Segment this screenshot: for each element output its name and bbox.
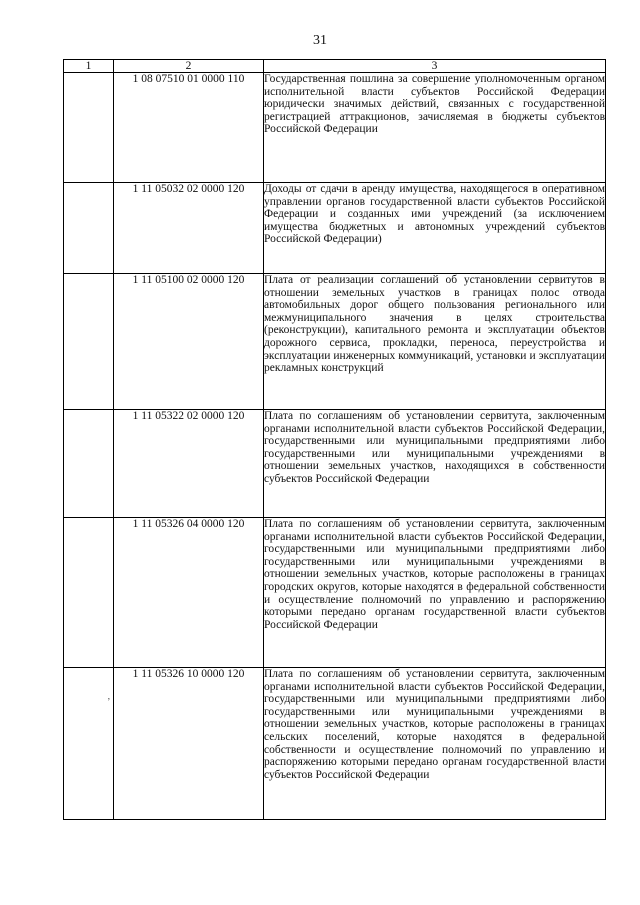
row-number-cell (64, 668, 114, 820)
budget-code-cell: 1 11 05326 04 0000 120 (114, 518, 264, 668)
table-row (64, 73, 606, 183)
row-number-cell (64, 183, 114, 274)
budget-code-cell: 1 11 05032 02 0000 120 (114, 183, 264, 274)
column-header-2: 2 (114, 60, 264, 73)
column-header-3: 3 (264, 60, 606, 73)
row-number-cell (64, 73, 114, 183)
description-cell: Плата по соглашениям об установлении сервитута, заключенным органами исполнительной власти субъектов Российской Федерации, государственными или муниципальными предприятиями либо государственными или муниципальными учреждениями в отношении земельных участков, которые расположены в границах городских округов, которые находятся в федеральной собственности и осуществление полномочий по управлению и распоряжению которыми передано органам государственной власти субъектов Российской Федерации (264, 518, 606, 668)
budget-code-cell: 1 08 07510 01 0000 110 (114, 73, 264, 183)
description-cell: Плата по соглашениям об установлении сервитута, заключенным органами исполнительной власти субъектов Российской Федерации, государственными или муниципальными предприятиями либо государственными или муниципальными учреждениями в отношении земельных участков, которые расположены в границах сельских поселений, которые находятся в федеральной собственности и осуществление полномочий по управлению и распоряжению которыми передано органам государственной власти субъектов Российской Федерации (264, 668, 606, 820)
budget-code-cell: 1 11 05100 02 0000 120 (114, 274, 264, 410)
table-row (64, 518, 606, 668)
row-number-cell (64, 410, 114, 518)
page-number: 31 (313, 33, 327, 48)
description-cell: Доходы от сдачи в аренду имущества, находящегося в оперативном управлении органов государственной власти субъектов Российской Федерации и созданных ими учреждений (за исключением имущества бюджетных и автономных учреждений субъектов Российской Федерации) (264, 183, 606, 274)
budget-code-cell: 1 11 05326 10 0000 120 (114, 668, 264, 820)
description-cell: Государственная пошлина за совершение уполномоченным органом исполнительной власти субъектов Российской Федерации юридически значимых действий, связанных с государственной регистрацией аттракционов, зачисляемая в бюджеты субъектов Российской Федерации (264, 73, 606, 183)
description-cell: Плата по соглашениям об установлении сервитута, заключенным органами исполнительной власти субъектов Российской Федерации, государственными или муниципальными предприятиями либо государственными или муниципальными учреждениями в отношении земельных участков, находящихся в собственности субъектов Российской Федерации (264, 410, 606, 518)
row-number-cell (64, 274, 114, 410)
row-number-cell (64, 518, 114, 668)
column-header-1: 1 (64, 60, 114, 73)
description-cell: Плата от реализации соглашений об установлении сервитутов в отношении земельных участков в границах полос отвода автомобильных дорог общего пользования регионального или межмуниципального значения в целях строительства (реконструкции), капитального ремонта и эксплуатации объектов дорожного сервиса, прокладки, переноса, переустройства и эксплуатации инженерных коммуникаций, установки и эксплуатации рекламных конструкций (264, 274, 606, 410)
header-row (64, 60, 606, 73)
stray-mark: , (107, 691, 110, 701)
table-row (64, 410, 606, 518)
revenue-codes-table (63, 59, 606, 820)
table-row (64, 274, 606, 410)
table-row (64, 668, 606, 820)
table-row (64, 183, 606, 274)
budget-code-cell: 1 11 05322 02 0000 120 (114, 410, 264, 518)
